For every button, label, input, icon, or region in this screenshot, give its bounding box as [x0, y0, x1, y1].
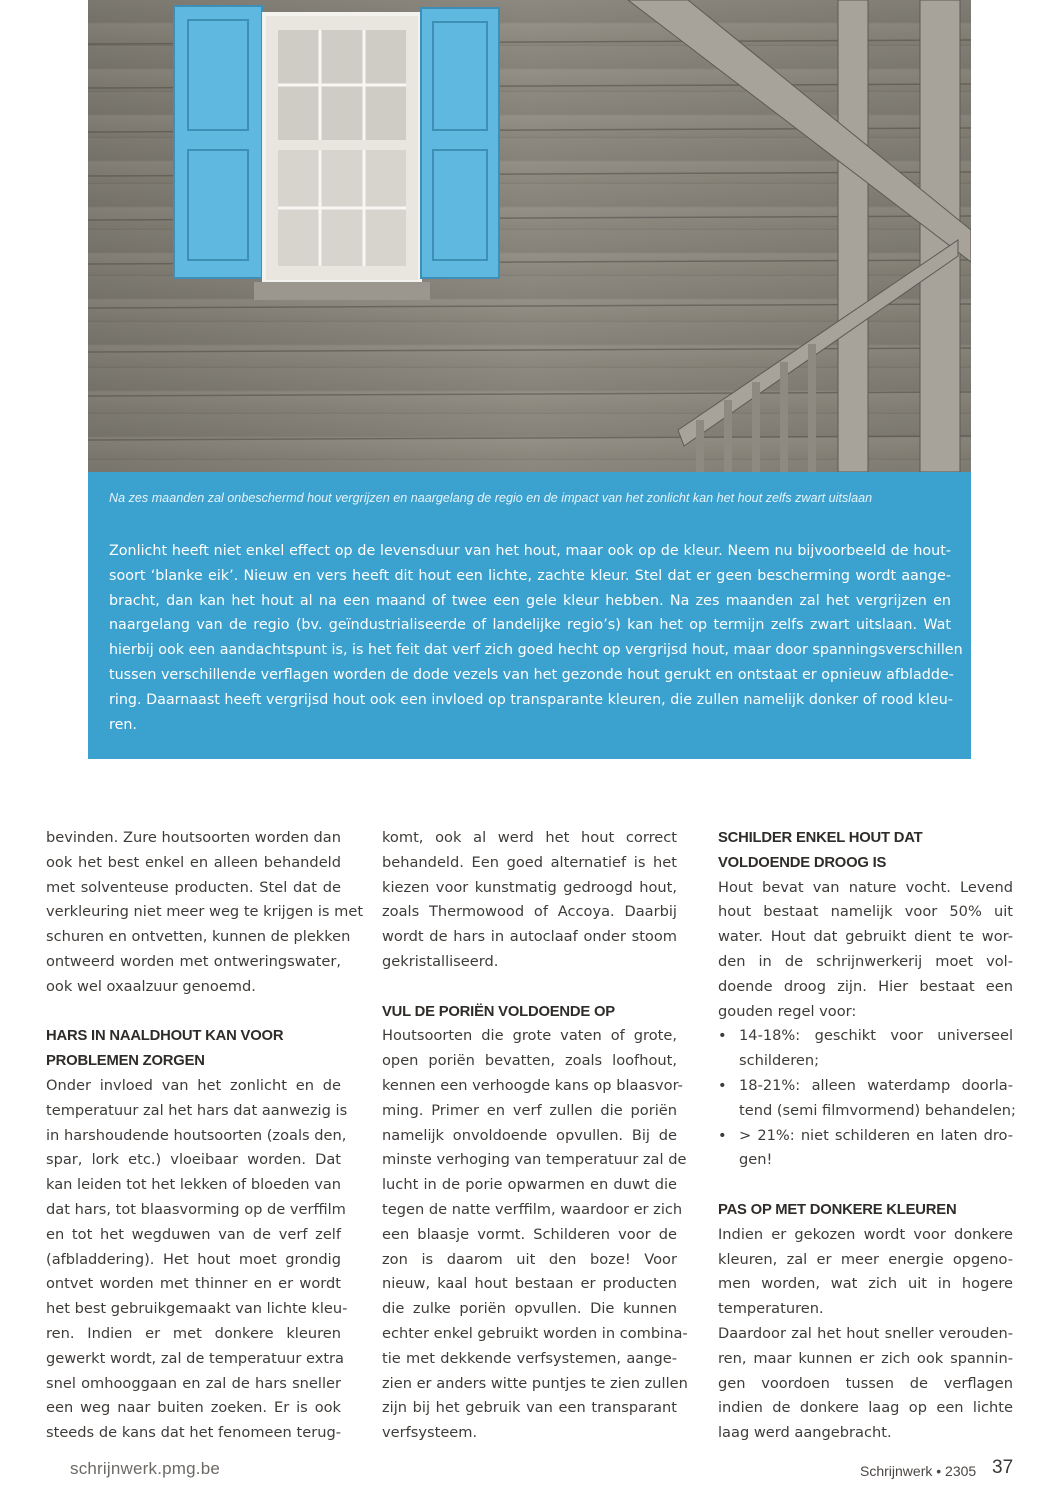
intro-line: tussen verschillende verflagen worden de dode vezels van het gezonde hout gerukt en ontstaat er opnieuw afbladde-: [109, 666, 954, 683]
body-line: bevinden. Zure houtsoorten worden dan: [46, 829, 341, 846]
list-line: > 21%: niet schilderen en laten dro-: [739, 1126, 1013, 1144]
body-line: Daardoor zal het hout sneller verouden-: [718, 1324, 1013, 1342]
section-heading: PROBLEMEN ZORGEN: [46, 1053, 205, 1070]
bullet-icon: •: [718, 1076, 727, 1094]
body-line: in harshoudende houtsoorten (zoals den,: [46, 1126, 347, 1144]
intro-line: ren.: [109, 716, 137, 733]
body-line: tie met dekkende verfsystemen, aange-: [382, 1349, 677, 1367]
bullet-icon: •: [718, 1027, 727, 1045]
body-line: ren, maar kunnen er zich ook spannin-: [718, 1349, 1013, 1367]
body-line: doende droog zijn. Hier bestaat een: [718, 977, 1013, 995]
body-line: indien de donkere laag op een lichte: [718, 1399, 1013, 1417]
body-line: Houtsoorten die grote vaten of grote,: [382, 1027, 677, 1045]
intro-line: bracht, dan kan het hout al na een maand of twee een gele kleur hebben. Na zes maanden zal het vergrijzen en: [109, 592, 951, 609]
body-line: Hout bevat van nature vocht. Levend: [718, 878, 1013, 896]
body-line: ontvet worden met thinner en er wordt: [46, 1275, 341, 1293]
body-line: hout bestaat namelijk voor 50% uit: [718, 903, 1013, 921]
body-line: gouden regel voor:: [718, 1002, 857, 1020]
intro-line: naargelang van de regio (bv. geïndustrialiseerde of landelijke regio’s) kan het op termijn zelfs zwart uitslaan. Wat: [109, 617, 951, 634]
weathered-house-illustration: [88, 0, 971, 472]
list-line: gen!: [739, 1151, 773, 1169]
body-line: lucht in de porie opwarmen en duwt die: [382, 1176, 677, 1194]
body-line: Onder invloed van het zonlicht en de: [46, 1076, 341, 1094]
intro-paragraph: [109, 539, 963, 737]
body-line: minste verhoging van temperatuur zal de: [382, 1151, 687, 1169]
body-line: schuren en ontvetten, kunnen de plekken: [46, 928, 351, 946]
photo-caption: Na zes maanden zal onbeschermd hout vergrijzen en naargelang de regio en de impact van het zonlicht kan het hout zelfs zwart uitslaan: [109, 491, 873, 505]
list-line: schilderen;: [739, 1052, 820, 1070]
body-line: een weg naar buiten zoeken. Er is ook: [46, 1399, 341, 1417]
body-line: het best gebruikgemaakt van lichte kleu-: [46, 1300, 348, 1318]
section-heading: VOLDOENDE DROOG IS: [718, 854, 887, 871]
intro-line: soort ‘blanke eik’. Nieuw en vers heeft dit hout een lichte, zachte kleur. Stel dat er geen bescherming wordt aange-: [109, 567, 951, 584]
body-line: ook wel oxaalzuur genoemd.: [46, 977, 256, 995]
body-line: zon is daarom uit den boze! Voor: [382, 1250, 677, 1268]
section-heading: PAS OP MET DONKERE KLEUREN: [718, 1201, 957, 1218]
body-line: kan leiden tot het lekken of bloeden van: [46, 1176, 342, 1194]
body-line: temperaturen.: [718, 1300, 824, 1318]
body-line: water. Hout dat gebruikt dient te wor-: [718, 928, 1013, 946]
column-1: [46, 826, 364, 1446]
body-line: met solventeuse producten. Stel dat de: [46, 878, 341, 896]
magazine-issue: Schrijnwerk • 2305: [860, 1463, 977, 1479]
column-3: [718, 826, 1016, 1446]
body-line: kennen een verhoogde kans op blaasvor-: [382, 1076, 683, 1094]
body-line: ontweerd worden met ontweringswater,: [46, 952, 341, 970]
body-line: men worden, wat zich uit in hogere: [718, 1275, 1013, 1293]
body-line: kleuren, zal er meer energie opgeno-: [718, 1250, 1013, 1268]
body-line: zijn bij het gebruik van een transparant: [382, 1399, 677, 1417]
body-line: open poriën bevatten, zoals loofhout,: [382, 1052, 677, 1070]
body-line: zoals Thermowood of Accoya. Daarbij: [382, 903, 677, 921]
intro-line: hierbij ook een aandachtspunt is, is het feit dat verf zich goed hecht op vergrijsd hout, maar door spanningsverschillen: [109, 642, 963, 659]
body-line: een blaasje vormt. Schilderen voor de: [382, 1225, 677, 1243]
column-2: [382, 826, 688, 1446]
body-line: laag werd aangebracht.: [718, 1424, 892, 1442]
body-line: gen voordoen tussen de verflagen: [718, 1374, 1013, 1392]
list-line: 14-18%: geschikt voor universeel: [739, 1027, 1013, 1045]
body-line: (afbladdering). Het hout moet grondig: [46, 1250, 341, 1268]
body-line: wordt de hars in autoclaaf onder stoom: [382, 928, 677, 946]
body-line: die zulke poriën opvullen. Die kunnen: [382, 1300, 677, 1318]
body-line: gewerkt wordt, zal de temperatuur extra: [46, 1349, 345, 1367]
body-line: verkleuring niet meer weg te krijgen is met: [46, 903, 364, 921]
body-line: verfsysteem.: [382, 1424, 478, 1442]
list-item: [718, 1024, 1013, 1074]
section-heading: SCHILDER ENKEL HOUT DAT: [718, 830, 923, 846]
list-line: tend (semi filmvormend) behandelen;: [739, 1101, 1016, 1119]
body-line: gekristalliseerd.: [382, 952, 499, 970]
body-line: temperatuur zal het hars dat aanwezig is: [46, 1101, 348, 1119]
intro-box: [88, 472, 971, 759]
body-line: snel omhooggaan en zal de hars sneller: [46, 1374, 341, 1392]
body-line: dat hars, tot blaasvorming op de verffilm: [46, 1200, 346, 1218]
website-link[interactable]: schrijnwerk.pmg.be: [70, 1459, 221, 1478]
body-line: den in de schrijnwerkerij moet vol-: [718, 952, 1013, 970]
body-line: tegen de natte verffilm, waardoor er zich: [382, 1200, 683, 1218]
list-item: [718, 1074, 1016, 1124]
body-line: ren. Indien er met donkere kleuren: [46, 1324, 341, 1342]
body-line: en tot het wegduwen van de verf zelf: [46, 1225, 341, 1243]
body-line: komt, ook al werd het hout correct: [382, 829, 677, 846]
body-line: ming. Primer en verf zullen die poriën: [382, 1101, 677, 1119]
body-line: behandeld. Een goed alternatief is het: [382, 853, 677, 871]
section-heading: HARS IN NAALDHOUT KAN VOOR: [46, 1028, 284, 1045]
body-line: steeds de kans dat het fenomeen terug-: [46, 1424, 341, 1442]
body-line: nieuw, kaal hout bestaan er producten: [382, 1275, 677, 1293]
body-line: kiezen voor kunstmatig gedroogd hout,: [382, 878, 677, 896]
intro-line: ring. Daarnaast heeft vergrijsd hout ook een invloed op transparante kleuren, die zullen namelijk donker of rood kleu-: [109, 691, 953, 708]
body-line: namelijk onvoldoende opvullen. Bij de: [382, 1126, 677, 1144]
body-line: Indien er gekozen wordt voor donkere: [718, 1225, 1013, 1243]
bullet-icon: •: [718, 1126, 727, 1144]
list-item: [718, 1124, 1013, 1174]
section-heading: VUL DE PORIËN VOLDOENDE OP: [382, 1003, 615, 1020]
list-line: 18-21%: alleen waterdamp doorla-: [739, 1076, 1013, 1094]
body-line: echter enkel gebruikt worden in combina-: [382, 1324, 688, 1342]
intro-line: Zonlicht heeft niet enkel effect op de levensduur van het hout, maar ook op de kleur. Neem nu bijvoorbeeld de hout-: [109, 543, 951, 559]
header-photo: [88, 0, 971, 472]
body-line: ook het best enkel en alleen behandeld: [46, 853, 341, 871]
body-line: zien er anders witte puntjes te zien zullen: [382, 1374, 688, 1392]
page-number: 37: [992, 1457, 1014, 1478]
body-line: spar, lork etc.) vloeibaar worden. Dat: [46, 1151, 341, 1169]
